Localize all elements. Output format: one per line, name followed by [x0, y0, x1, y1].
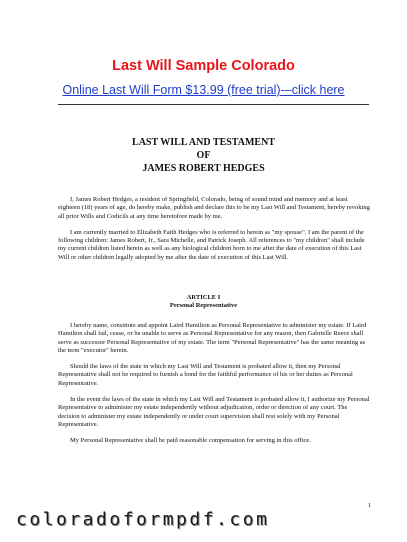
title-line-3: JAMES ROBERT HEDGES [142, 163, 265, 174]
family-paragraph: I am currently married to Elizabeth Faith Hedges who is referred to herein as "my spouse". I am the parent of the following children: James Robert, Jr., Sara Michelle, and Patrick Joseph. All references to "my children" shall include my current children listed herein as well as any biological children born to me after the date of execution of this Last Will or other children legally adopted by me after the date of execution of this Last Will. [58, 228, 365, 261]
article-section [58, 322, 370, 446]
appointment-paragraph: I hereby name, constitute and appoint Laird Hamilton as Personal Representative to administer my estate. If Laird Hamilton shall fail, cease, or be unable to serve as Personal Representative for any reason, then Gabrielle Reece shall serve as successor Personal Representative of my estate. The term "Personal Representative" has the same meaning as the term "executor" herein. [58, 322, 367, 354]
compensation-paragraph: My Personal Representative shall be paid reasonable compensation for serving in this office. [70, 437, 311, 445]
header-divider [58, 104, 369, 105]
bond-paragraph: Should the laws of the state in which my Last Will and Testament is probated allow it, then my Personal Representative shall not be required to furnish a bond for the faithful performance of his or her duties as Personal Representative. [58, 363, 353, 387]
article-number: ARTICLE I [186, 294, 221, 301]
site-watermark: coloradoformpdf.com [16, 509, 270, 530]
online-form-link[interactable]: Online Last Will Form $13.99 (free trial)-–click here [62, 83, 345, 97]
administration-paragraph: In the event the laws of the state in which my Last Will and Testament is probated allow it, I authorize my Personal Representative to administer my estate independently without adjudication, order or direction of any court. The decision to administer my estate independently or under court supervision shall rest solely with my Personal Representative. [58, 396, 370, 428]
article-subtitle: Personal Representative [169, 302, 238, 309]
page-number: 1 [368, 502, 372, 509]
intro-paragraph: I, James Robert Hedges, a resident of Springfield, Colorado, being of sound mind and memory and at least eighteen (18) years of age, do hereby make, publish and declare this to be my Last Will and Testament, hereby revoking all prior Wills and Codicils at any time heretofore made by me. [58, 196, 370, 220]
title-line-1: LAST WILL AND TESTAMENT [132, 137, 275, 148]
title-line-2: OF [196, 150, 211, 161]
intro-section [58, 196, 370, 262]
article-heading [0, 294, 407, 310]
document-title [0, 136, 407, 175]
header-title: Last Will Sample Colorado [112, 58, 295, 74]
